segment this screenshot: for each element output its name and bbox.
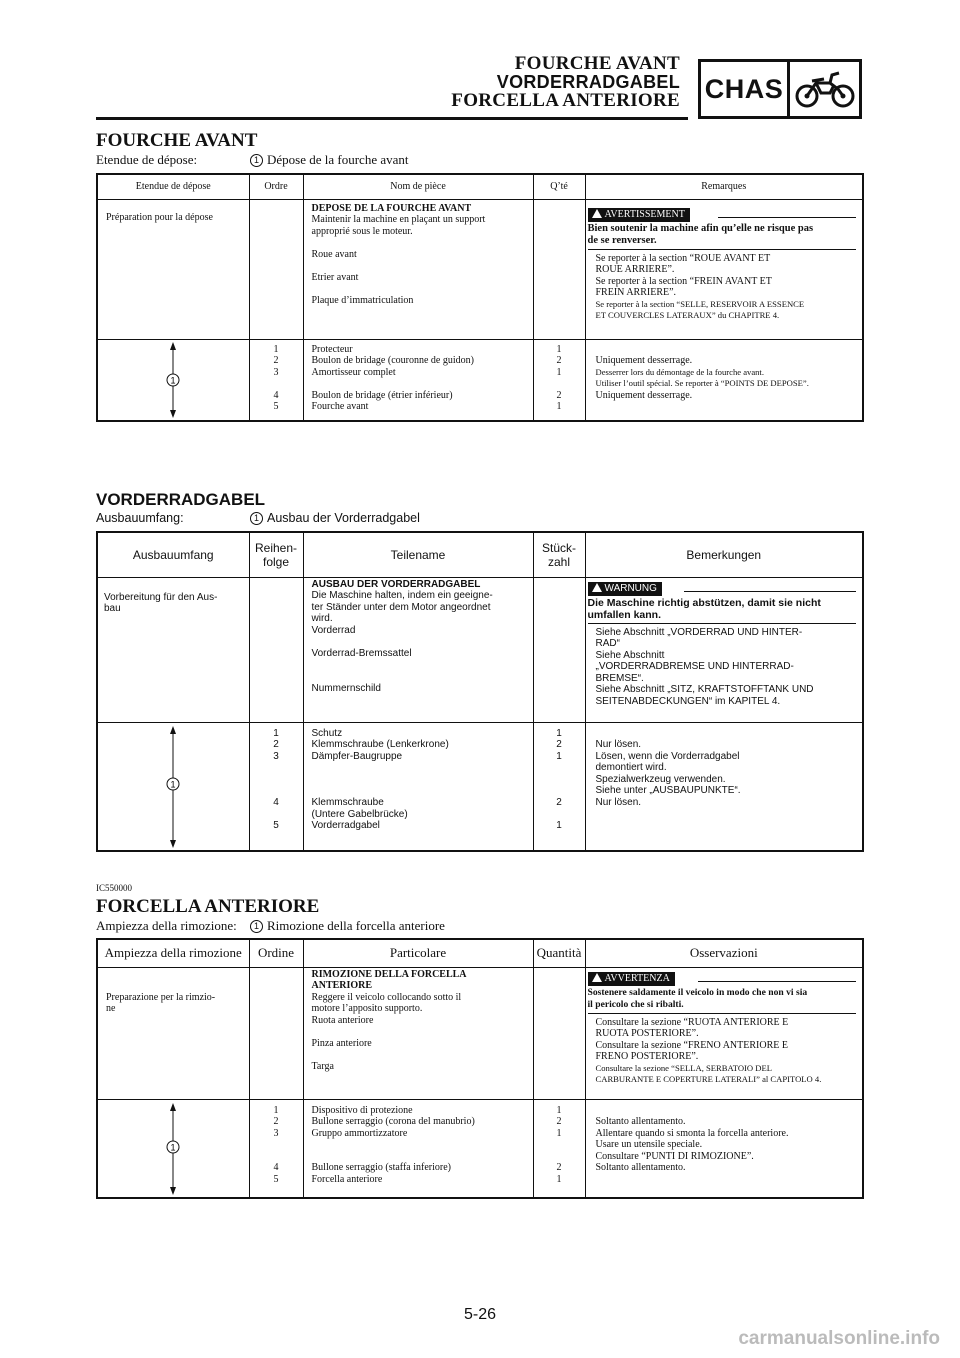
order-number: 4 <box>273 797 279 809</box>
range-arrow <box>166 1103 180 1195</box>
scope-value-de: Ausbau der Vorderradgabel <box>267 511 420 525</box>
col-header: Ausbauumfang <box>97 532 249 577</box>
list-item: RIMOZIONE DELLA FORCELLA <box>311 968 467 980</box>
warning-text: de se renverser. <box>587 234 657 246</box>
section-code: CHAS <box>701 62 790 116</box>
circle-number: 1 <box>250 154 263 167</box>
col-header: Etendue de dépose <box>97 174 249 199</box>
remark: Consultare la sezione “FRENO ANTERIORE E <box>595 1039 788 1051</box>
remark: Consultare “PUNTI DI RIMOZIONE”. <box>595 1150 754 1162</box>
order-number: 4 <box>273 389 279 401</box>
col-header: Reihen- folge <box>249 532 303 577</box>
remark: Consultare la sezione “SELLA, SERBATOIO DEL <box>595 1062 772 1073</box>
list-item: wird. <box>311 613 333 625</box>
remark: RAD“ <box>595 638 620 650</box>
col-header: Osservazioni <box>585 939 863 967</box>
warning-text: umfallen kann. <box>587 608 662 621</box>
header-titles <box>451 54 680 110</box>
remark: Spezialwerkzeug verwenden. <box>595 773 726 785</box>
col-header: Nom de pièce <box>303 174 533 199</box>
warning-text: Sostenere saldamente il veicolo in modo che non vi sia <box>587 986 808 998</box>
list-item: AUSBAU DER VORDERRADGABEL <box>311 578 481 590</box>
part-name: Boulon de bridage (couronne de guidon) <box>311 355 474 366</box>
section-title-fr: FOURCHE AVANT <box>96 130 258 151</box>
order-number: 4 <box>273 1162 279 1173</box>
list-item: Vorderrad-Bremssattel <box>311 648 412 660</box>
quantity: 1 <box>556 727 562 739</box>
col-header: Q’té <box>533 174 585 199</box>
order-number: 3 <box>273 366 279 378</box>
quantity: 1 <box>556 366 562 378</box>
part-name: Bullone serraggio (staffa inferiore) <box>311 1162 451 1173</box>
part-name: Klemmschraube (Lenkerkrone) <box>311 739 449 751</box>
quantity: 1 <box>556 750 562 762</box>
section-code-it: IC550000 <box>96 883 132 893</box>
header-rule <box>96 117 688 120</box>
prep-label-it: ne <box>106 1003 116 1014</box>
range-arrow <box>166 726 180 848</box>
order-number: 1 <box>273 343 279 355</box>
part-name: Boulon de bridage (étrier inférieur) <box>311 389 453 401</box>
list-item: Targa <box>311 1060 334 1072</box>
remark: Uniquement desserrage. <box>595 355 693 366</box>
col-header: Particolare <box>303 939 533 967</box>
remark: Allentare quando si smonta la forcella anteriore. <box>595 1127 789 1139</box>
remark: Nur lösen. <box>595 739 642 751</box>
list-item: ter Ständer unter dem Motor angeordnet <box>311 601 491 613</box>
warning-icon <box>592 209 602 218</box>
list-item: Etrier avant <box>311 271 359 283</box>
list-item: Maintenir la machine en plaçant un support <box>311 214 486 225</box>
warning-icon <box>592 973 602 982</box>
remark: Se reporter à la section “FREIN AVANT ET <box>595 275 772 287</box>
prep-label-de: bau <box>104 603 121 614</box>
remark: Uniquement desserrage. <box>595 389 693 401</box>
motorcycle-icon <box>790 62 859 116</box>
quantity: 1 <box>556 343 562 355</box>
page-number: 5-26 <box>463 1306 497 1323</box>
remark: RUOTA POSTERIORE”. <box>595 1028 699 1039</box>
prep-label-fr: Préparation pour la dépose <box>106 211 213 223</box>
warning-text: il pericolo che si ribalti. <box>587 998 684 1010</box>
remark: „VORDERRADBREMSE UND HINTERRAD- <box>595 661 794 673</box>
order-number: 3 <box>273 1127 279 1139</box>
remark: Usare un utensile speciale. <box>595 1139 703 1150</box>
remark: Se reporter à la section “ROUE AVANT ET <box>595 252 771 264</box>
col-header: Quantità <box>533 939 585 967</box>
table-fr <box>96 173 864 422</box>
list-item: Die Maschine halten, indem ein geeigne- <box>311 590 493 602</box>
remark: SEITENABDECKUNGEN“ im KAPITEL 4. <box>595 696 781 708</box>
range-arrow <box>166 342 180 418</box>
part-name: Dämpfer-Baugruppe <box>311 750 403 762</box>
prep-label-de: Vorbereitung für den Aus- <box>104 591 218 603</box>
quantity: 2 <box>556 355 562 366</box>
quantity: 2 <box>556 1162 562 1173</box>
header-title-de: VORDERRADGABEL <box>496 72 680 92</box>
warning-icon <box>592 583 602 592</box>
section-title-it: FORCELLA ANTERIORE <box>96 896 320 917</box>
quantity: 1 <box>556 1173 562 1185</box>
part-name: Forcella anteriore <box>311 1173 383 1185</box>
remark: Utiliser l’outil spécial. Se reporter à “POINTS DE DEPOSE”. <box>595 378 809 388</box>
col-header: Ordre <box>249 174 303 199</box>
circle-number: 1 <box>170 1142 176 1152</box>
remark: BREMSE“. <box>595 672 644 684</box>
col-header: Remarques <box>585 174 863 199</box>
order-number: 2 <box>273 355 279 366</box>
col-header: Bemerkungen <box>585 532 863 577</box>
remark: demontiert wird. <box>595 762 667 774</box>
scope-value-fr: Dépose de la fourche avant <box>267 152 409 167</box>
order-number: 5 <box>273 1173 279 1185</box>
quantity: 2 <box>556 389 562 401</box>
remark: Soltanto allentamento. <box>595 1162 686 1173</box>
circle-number: 1 <box>170 375 176 385</box>
scope-it <box>96 918 445 934</box>
header-title-it: FORCELLA ANTERIORE <box>451 90 680 111</box>
list-item: motore l’apposito supporto. <box>311 1003 423 1014</box>
col-header: Stück- zahl <box>533 532 585 577</box>
remark: Desserrer lors du démontage de la fourche avant. <box>595 366 764 377</box>
remark: Lösen, wenn die Vorderradgabel <box>595 750 740 762</box>
section-badge <box>698 59 862 119</box>
remark: CARBURANTE E COPERTURE LATERALI” al CAPITOLO 4. <box>595 1074 822 1084</box>
remark: Siehe Abschnitt <box>595 649 665 661</box>
warning-badge: WARNUNG <box>588 582 662 596</box>
order-number: 3 <box>273 750 279 762</box>
col-header: Ordine <box>249 939 303 967</box>
remark: Siehe Abschnitt „SITZ, KRAFTSTOFFTANK UND <box>595 684 814 696</box>
list-item: Reggere il veicolo collocando sotto il <box>311 991 462 1003</box>
part-name: Gruppo ammortizzatore <box>311 1127 408 1139</box>
remark: FREIN ARRIERE”. <box>595 287 677 298</box>
part-name: Schutz <box>311 727 343 739</box>
order-number: 2 <box>273 739 279 751</box>
warning-text: Die Maschine richtig abstützen, damit sie nicht <box>587 596 821 609</box>
part-name: (Untere Gabelbrücke) <box>311 808 408 820</box>
scope-de <box>96 511 420 525</box>
part-name: Amortisseur complet <box>311 366 396 378</box>
part-name: Dispositivo di protezione <box>311 1104 413 1116</box>
list-item: Plaque d’immatriculation <box>311 294 414 306</box>
warning-badge: AVERTISSEMENT <box>588 208 690 222</box>
scope-label-de: Ausbauumfang: <box>96 511 184 525</box>
remark: FRENO POSTERIORE”. <box>595 1051 699 1062</box>
remark: Soltanto allentamento. <box>595 1116 686 1127</box>
part-name: Fourche avant <box>311 401 369 412</box>
circle-number: 1 <box>170 779 176 789</box>
order-number: 1 <box>273 727 279 739</box>
circle-number: 1 <box>250 920 263 933</box>
scope-label-it: Ampiezza della rimozione: <box>96 918 237 933</box>
remark: Siehe unter „AUSBAUPUNKTE“. <box>595 785 741 797</box>
quantity: 2 <box>556 1116 562 1127</box>
part-name: Protecteur <box>311 343 353 355</box>
remark: Consultare la sezione “RUOTA ANTERIORE E <box>595 1016 789 1028</box>
warning-badge: AVVERTENZA <box>588 972 675 986</box>
list-item: Vorderrad <box>311 624 356 636</box>
order-number: 1 <box>273 1104 279 1116</box>
scope-value-it: Rimozione della forcella anteriore <box>267 918 445 933</box>
list-item: Ruota anteriore <box>311 1014 374 1026</box>
remark: Siehe Abschnitt „VORDERRAD UND HINTER- <box>595 626 803 638</box>
remark: Se reporter à la section “SELLE, RESERVOIR A ESSENCE <box>595 298 805 309</box>
prep-label-it: Preparazione per la rimzio- <box>106 991 216 1003</box>
quantity: 1 <box>556 401 562 412</box>
watermark: carmanualsonline.info <box>738 1328 940 1349</box>
part-name: Klemmschraube <box>311 797 384 809</box>
list-item: Pinza anteriore <box>311 1037 372 1049</box>
list-item: approprié sous le moteur. <box>311 225 413 237</box>
list-item: Roue avant <box>311 248 357 260</box>
table-de <box>96 531 864 852</box>
quantity: 1 <box>556 1127 562 1139</box>
list-item: Nummernschild <box>311 682 381 694</box>
order-number: 5 <box>273 820 279 832</box>
remark: ET COUVERCLES LATERAUX” du CHAPITRE 4. <box>595 310 780 320</box>
warning-text: Bien soutenir la machine afin qu’elle ne risque pas <box>587 222 814 234</box>
col-header: Teilename <box>303 532 533 577</box>
quantity: 1 <box>556 1104 562 1116</box>
list-item: ANTERIORE <box>311 980 373 991</box>
remark: ROUE ARRIERE”. <box>595 264 675 275</box>
circle-number: 1 <box>250 512 263 525</box>
quantity: 1 <box>556 820 562 832</box>
section-title-de: VORDERRADGABEL <box>96 490 266 509</box>
list-item: DEPOSE DE LA FOURCHE AVANT <box>311 202 472 214</box>
order-number: 2 <box>273 1116 279 1127</box>
header-title-fr: FOURCHE AVANT <box>514 53 680 74</box>
col-header: Ampiezza della rimozione <box>97 939 249 967</box>
quantity: 2 <box>556 739 562 751</box>
order-number: 5 <box>273 401 279 412</box>
remark: Nur lösen. <box>595 797 642 809</box>
quantity: 2 <box>556 797 562 809</box>
part-name: Bullone serraggio (corona del manubrio) <box>311 1116 475 1127</box>
table-it <box>96 938 864 1199</box>
scope-label-fr: Etendue de dépose: <box>96 152 198 167</box>
part-name: Vorderradgabel <box>311 820 380 832</box>
scope-fr <box>96 152 409 168</box>
